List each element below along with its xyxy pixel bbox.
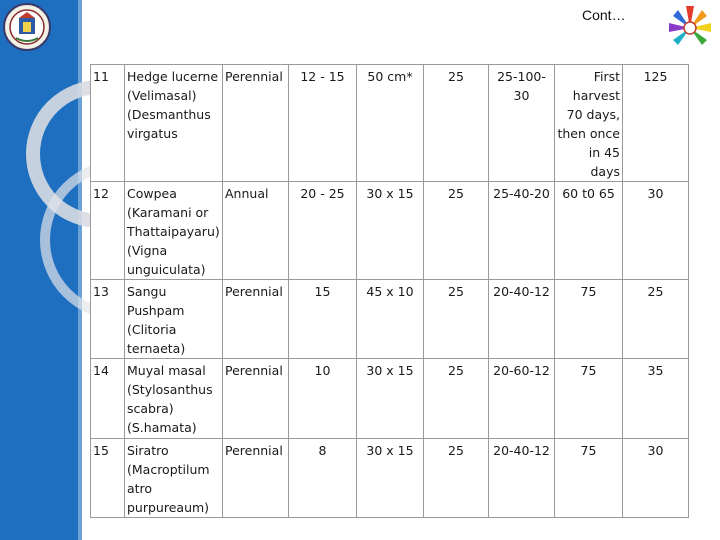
table-cell: 25: [424, 182, 489, 280]
table-cell: 50 cm*: [357, 65, 424, 182]
table-cell: 25: [424, 439, 489, 518]
continued-label: Cont…: [582, 7, 626, 23]
yield-value: 30: [623, 439, 689, 518]
table-cell: 25: [424, 65, 489, 182]
crop-duration: Perennial: [223, 65, 289, 182]
fertilizer-dose: 25-100-30: [489, 65, 555, 182]
crop-duration: Annual: [223, 182, 289, 280]
row-number: 14: [91, 359, 125, 439]
row-number: 13: [91, 280, 125, 359]
table-cell: 20 - 25: [289, 182, 357, 280]
crop-name: Sangu Pushpam (Clitoria ternaeta): [125, 280, 223, 359]
crop-name: Cowpea (Karamani or Thattaipayaru) (Vigna unguiculata): [125, 182, 223, 280]
table-cell: 12 - 15: [289, 65, 357, 182]
crop-duration: Perennial: [223, 359, 289, 439]
row-number: 11: [91, 65, 125, 182]
fertilizer-dose: 20-40-12: [489, 280, 555, 359]
harvest-schedule: 60 t0 65: [555, 182, 623, 280]
table-cell: 30 x 15: [357, 182, 424, 280]
table-row: [91, 182, 689, 280]
fertilizer-dose: 25-40-20: [489, 182, 555, 280]
fertilizer-dose: 20-40-12: [489, 439, 555, 518]
table-cell: 45 x 10: [357, 280, 424, 359]
table-row: [91, 280, 689, 359]
table-cell: 15: [289, 280, 357, 359]
row-number: 15: [91, 439, 125, 518]
table-cell: 30 x 15: [357, 439, 424, 518]
table-row: [91, 65, 689, 182]
table-cell: 8: [289, 439, 357, 518]
crop-duration: Perennial: [223, 439, 289, 518]
row-number: 12: [91, 182, 125, 280]
harvest-schedule: 75: [555, 439, 623, 518]
yield-value: 30: [623, 182, 689, 280]
yield-value: 35: [623, 359, 689, 439]
harvest-schedule: First harvest 70 days, then once in 45 days: [555, 65, 623, 182]
crop-duration: Perennial: [223, 280, 289, 359]
harvest-schedule: 75: [555, 359, 623, 439]
university-emblem-icon: [2, 2, 52, 52]
yield-value: 125: [623, 65, 689, 182]
table-cell: 30 x 15: [357, 359, 424, 439]
table-cell: 10: [289, 359, 357, 439]
table-cell: 25: [424, 280, 489, 359]
fertilizer-dose: 20-60-12: [489, 359, 555, 439]
table-row: [91, 359, 689, 439]
harvest-schedule: 75: [555, 280, 623, 359]
table-row: [91, 439, 689, 518]
table-cell: 25: [424, 359, 489, 439]
crop-name: Hedge lucerne (Velimasal) (Desmanthus virgatus: [125, 65, 223, 182]
crop-name: Siratro (Macroptilum atro purpureaum): [125, 439, 223, 518]
crop-name: Muyal masal (Stylosanthus scabra) (S.hamata): [125, 359, 223, 439]
fodder-crops-table: [90, 64, 689, 518]
yield-value: 25: [623, 280, 689, 359]
naip-logo-icon: [660, 2, 720, 62]
